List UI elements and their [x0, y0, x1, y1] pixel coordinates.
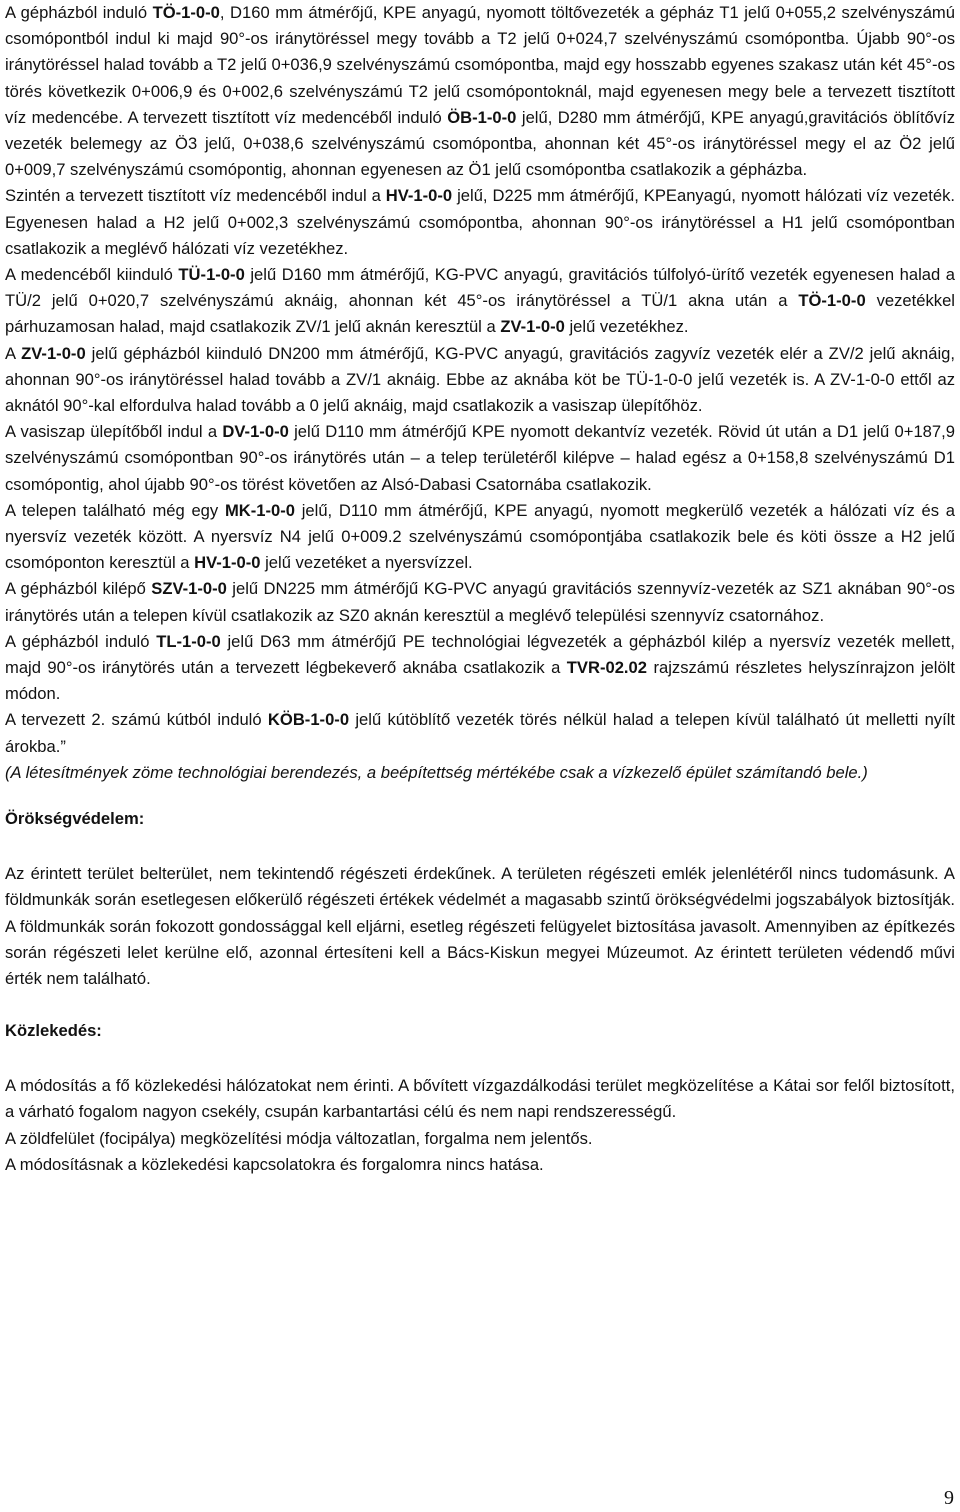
text-segment: A telepen található még egy — [5, 500, 225, 520]
text-segment: Szintén a tervezett tisztított víz medencéből indul a — [5, 186, 386, 206]
pipeline-paragraph — [5, 0, 955, 183]
heritage-paragraph: Az érintett terület belterület, nem tekintendő régészeti érdekűnek. A területen régészeti emlék jelenlétéről nincs tudomásunk. A földmunkák során esetlegesen előkerülő régészeti értékek védelmét a magasabb szintű örökségvédelmi jogszabályok biztosítják. A földmunkák során fokozott gondossággal kell eljárni, esetleg régészeti felügyelet biztosítása javasolt. Amennyiben az építkezés során régészeti lelet kerülne elő, azonnal értesíteni kell a Bács-Kiskun megyei Múzeumot. Az érintett területen védendő művi érték nem található. — [5, 864, 955, 988]
document-page — [5, 0, 955, 1178]
pipeline-paragraph — [5, 498, 955, 577]
pipe-code: ZV-1-0-0 — [500, 317, 565, 337]
pipe-code: TÖ-1-0-0 — [152, 3, 220, 22]
transport-paragraph-3: A módosításnak a közlekedési kapcsolatokra és forgalomra nincs hatása. — [5, 1154, 544, 1174]
text-segment: jelű DN225 mm átmérőjű KG-PVC anyagú gravitációs szennyvíz-vezeték az SZ1 aknában 90°-os iránytörés után a telepen kívül csatlakozik az SZ0 aknán keresztül a meglévő települési szennyvíz csatornához. — [5, 579, 955, 625]
transport-paragraph-2: A zöldfelület (focipálya) megközelítési módja változatlan, forgalma nem jelentős. — [5, 1128, 593, 1148]
text-segment: jelű vezetékhez. — [564, 317, 689, 337]
transport-heading: Közlekedés: — [5, 1021, 102, 1041]
pipeline-paragraph — [5, 262, 955, 341]
pipeline-paragraph — [5, 341, 955, 420]
pipeline-paragraph — [5, 419, 955, 498]
note-paragraph — [5, 760, 955, 786]
pipe-code: DV-1-0-0 — [222, 422, 289, 442]
text-segment: A gépházból induló — [5, 3, 153, 22]
pipe-code: ÖB-1-0-0 — [447, 107, 517, 127]
heritage-heading: Örökségvédelem: — [5, 809, 145, 829]
text-segment: jelű kútöblítő vezeték törés nélkül halad a telepen kívül található út melletti nyílt árokba.” — [5, 710, 956, 756]
pipe-code: SZV-1-0-0 — [151, 579, 227, 599]
text-segment: , D160 mm átmérőjű, KPE anyagú, nyomott töltővezeték a gépház T1 jelű 0+055,2 szelvényszámú csomópontból indul ki majd 90°-os iránytöréssel megy tovább a T2 jelű 0+024,7 szelvényszámú csomópontba. Újabb 90°-os iránytöréssel halad tovább a T2 jelű 0+036,9 szelvényszámú csomópontba, majd egy hosszabb egyenes szakasz után két 45°-os törés következik 0+006,9 és 0+002,6 szelvényszámú T2 jelű csomópontoknál, majd egyenesen megy bele a tervezett tisztított víz medencébe. A tervezett tisztított víz medencéből induló — [5, 3, 955, 127]
page-number: 9 — [944, 1487, 954, 1509]
pipe-code: TÜ-1-0-0 — [178, 265, 245, 285]
pipe-code: KÖB-1-0-0 — [267, 710, 350, 730]
text-segment: jelű, D110 mm átmérőjű, KPE anyagú, nyomott megkerülő vezeték a hálózati víz és a nyersvíz vezeték között. A nyersvíz N4 jelű 0+009.2 szelvényszámú csomópontjába csatlakozik bele és köti össze a H2 jelű csomóponton keresztül a — [5, 500, 956, 573]
text-segment: jelű gépházból kiinduló DN200 mm átmérőjű, KG-PVC anyagú, gravitációs zagyvíz vezeték elér a ZV/2 jelű aknáig, ahonnan 90°-os iránytöréssel halad tovább a ZV/1 aknáig. Ebbe az aknába köt be TÜ-1-0-0 jelű vezeték is. A ZV-1-0-0 ettől az aknától 90°-kal elfordulva halad tovább a 0 jelű aknáig, majd csatlakozik a vasiszap ülepítőhöz. — [5, 343, 955, 416]
pipe-code: ZV-1-0-0 — [21, 343, 86, 363]
text-segment: A — [5, 343, 22, 363]
text-segment: jelű D63 mm átmérőjű PE technológiai légvezeték a gépházból kilép a nyersvíz vezeték mellett, majd 90°-os iránytörés után a tervezett légbekeverő aknába csatlakozik a — [5, 631, 955, 678]
transport-paragraph-1: A módosítás a fő közlekedési hálózatokat nem érinti. A bővített vízgazdálkodási terület megközelítése a Kátai sor felől biztosított, a várható fogalom nagyon csekély, csupán karbantartási célú és nem napi rendszerességű. — [5, 1076, 955, 1122]
text-segment: jelű vezetéket a nyersvízzel. — [260, 553, 473, 573]
text-segment: A gépházból kilépő — [5, 579, 152, 599]
text-segment: A gépházból induló — [5, 631, 157, 651]
pipe-code: HV-1-0-0 — [194, 553, 261, 573]
pipe-code: MK-1-0-0 — [224, 500, 296, 520]
text-segment: jelű, D225 mm átmérőjű, KPEanyagú, nyomott hálózati víz vezeték. Egyenesen halad a H2 jelű 0+002,3 szelvényszámú csomópontba, ahonnan 90°-os iránytöréssel a H1 jelű csomópontban csatlakozik a meglévő hálózati víz vezetékhez. — [5, 186, 955, 258]
text-segment: vezetékkel párhuzamosan halad, majd csatlakozik ZV/1 jelű aknán keresztül a — [5, 291, 955, 337]
text-segment: jelű D110 mm átmérőjű KPE nyomott dekantvíz vezeték. Rövid út után a D1 jelű 0+187,9 szelvényszámú csomópontban 90°-os iránytörés után – a telep területéről kilépve – halad egész a 0+158,8 szelvényszámú D1 csomópontig, ahol újabb 90°-os törést követően az Alsó-Dabasi Csatornába csatlakozik. — [5, 422, 955, 494]
text-segment: jelű D160 mm átmérőjű, KG-PVC anyagú, gravitációs túlfolyó-ürítő vezeték egyenesen halad a TÜ/2 jelű 0+020,7 szelvényszámú aknáig, ahonnan két 45°-os iránytöréssel a TÜ/1 akna után a — [5, 265, 955, 311]
text-segment: jelű, D280 mm átmérőjű, KPE anyagú,gravitációs öblítővíz vezeték belemegy az Ö3 jelű, 0+038,6 szelvényszámú csomópontba, ahonnan két 45°-os iránytöréssel megy el az Ö2 jelű 0+009,7 szelvényszámú csomópontig, ahonnan egyenesen az Ö1 jelű csomópontba csatlakozik a gépházba. — [5, 107, 955, 180]
pipeline-paragraph — [5, 576, 955, 628]
text-segment: A tervezett 2. számú kútból induló — [5, 710, 268, 730]
text-segment: A medencéből kiinduló — [5, 265, 179, 285]
pipeline-paragraph — [5, 629, 955, 708]
pipeline-description — [5, 0, 955, 786]
text-segment: A vasiszap ülepítőből indul a — [5, 422, 223, 442]
pipe-code: HV-1-0-0 — [385, 186, 453, 206]
pipe-code: TVR-02.02 — [566, 658, 648, 678]
text-segment: rajzszámú részletes helyszínrajzon jelölt módon. — [5, 658, 955, 704]
text-segment: (A létesítmények zöme technológiai berendezés, a beépítettség mértékébe csak a vízkezelő épület számítandó bele.) — [5, 762, 868, 782]
pipe-code: TÖ-1-0-0 — [798, 291, 866, 311]
pipe-code: TL-1-0-0 — [156, 631, 221, 651]
pipeline-paragraph — [5, 183, 955, 262]
pipeline-paragraph — [5, 707, 955, 759]
